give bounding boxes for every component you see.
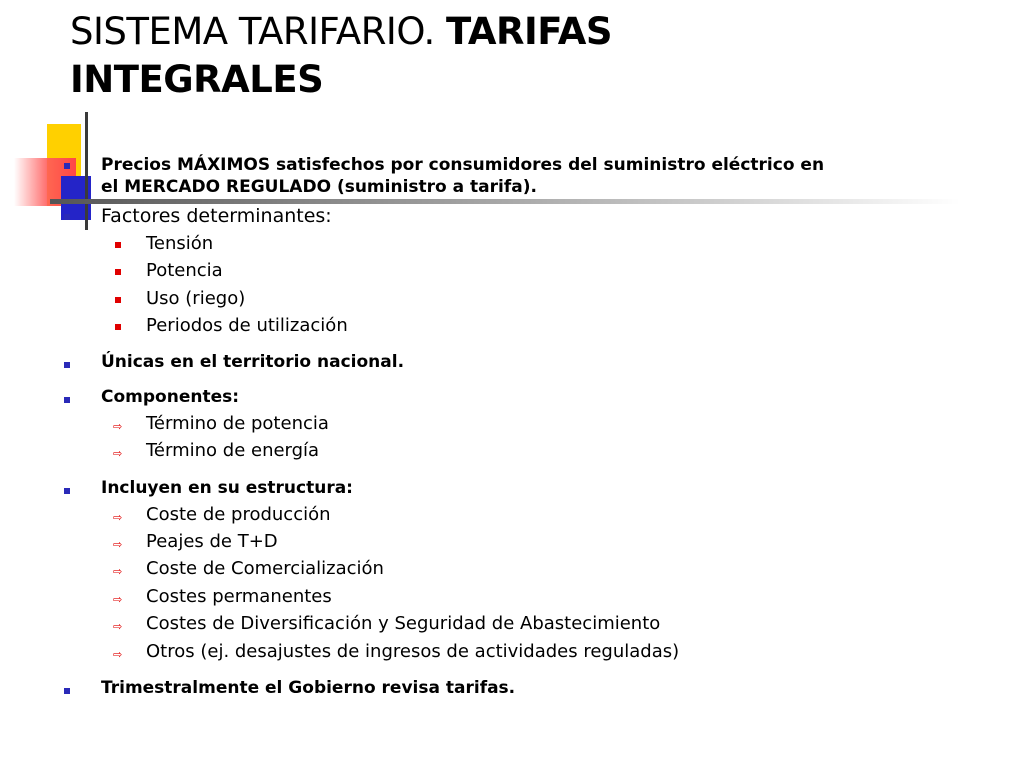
- hollow-arrow-bullet-icon: ⇨: [113, 565, 123, 578]
- square-bullet-icon: [64, 488, 70, 494]
- bullet-precios-line2: el MERCADO REGULADO (suministro a tarifa).: [101, 177, 537, 197]
- square-bullet-icon: [64, 397, 70, 403]
- componentes-item: Término de potencia: [146, 413, 329, 434]
- incluyen-item: Otros (ej. desajustes de ingresos de actividades reguladas): [146, 641, 680, 662]
- bullet-precios-line1: Precios MÁXIMOS satisfechos por consumidores del suministro eléctrico en: [101, 155, 825, 175]
- square-bullet-icon: [64, 214, 70, 220]
- red-square-bullet-icon: [115, 297, 121, 303]
- factores-item: Periodos de utilización: [146, 315, 348, 336]
- square-bullet-icon: [64, 362, 70, 368]
- bullet-trimestral: Trimestralmente el Gobierno revisa tarifas.: [101, 678, 516, 698]
- deco-vertical-line: [85, 112, 88, 230]
- incluyen-item: Costes permanentes: [146, 586, 332, 607]
- slide-title: [70, 8, 990, 104]
- hollow-arrow-bullet-icon: ⇨: [113, 620, 123, 633]
- hollow-arrow-bullet-icon: ⇨: [113, 593, 123, 606]
- red-square-bullet-icon: [115, 242, 121, 248]
- deco-horizontal-rule: [50, 199, 960, 204]
- red-square-bullet-icon: [115, 269, 121, 275]
- hollow-arrow-bullet-icon: ⇨: [113, 447, 123, 460]
- title-bold-2: INTEGRALES: [70, 58, 324, 101]
- title-bold-1: TARIFAS: [446, 10, 613, 53]
- hollow-arrow-bullet-icon: ⇨: [113, 538, 123, 551]
- incluyen-item: Coste de producción: [146, 504, 331, 525]
- bullet-incluyen: Incluyen en su estructura:: [101, 478, 353, 498]
- title-normal: SISTEMA TARIFARIO.: [70, 10, 435, 53]
- componentes-item: Término de energía: [146, 440, 320, 461]
- bullet-unicas: Únicas en el territorio nacional.: [101, 352, 405, 372]
- square-bullet-icon: [64, 163, 70, 169]
- hollow-arrow-bullet-icon: ⇨: [113, 511, 123, 524]
- factores-item: Uso (riego): [146, 288, 246, 309]
- incluyen-item: Coste de Comercialización: [146, 558, 384, 579]
- bullet-factores: Factores determinantes:: [101, 205, 332, 227]
- incluyen-item: Peajes de T+D: [146, 531, 278, 552]
- hollow-arrow-bullet-icon: ⇨: [113, 420, 123, 433]
- factores-item: Potencia: [146, 260, 223, 281]
- hollow-arrow-bullet-icon: ⇨: [113, 648, 123, 661]
- bullet-componentes: Componentes:: [101, 387, 240, 407]
- red-square-bullet-icon: [115, 324, 121, 330]
- square-bullet-icon: [64, 688, 70, 694]
- incluyen-item: Costes de Diversificación y Seguridad de Abastecimiento: [146, 613, 661, 634]
- factores-item: Tensión: [146, 233, 214, 254]
